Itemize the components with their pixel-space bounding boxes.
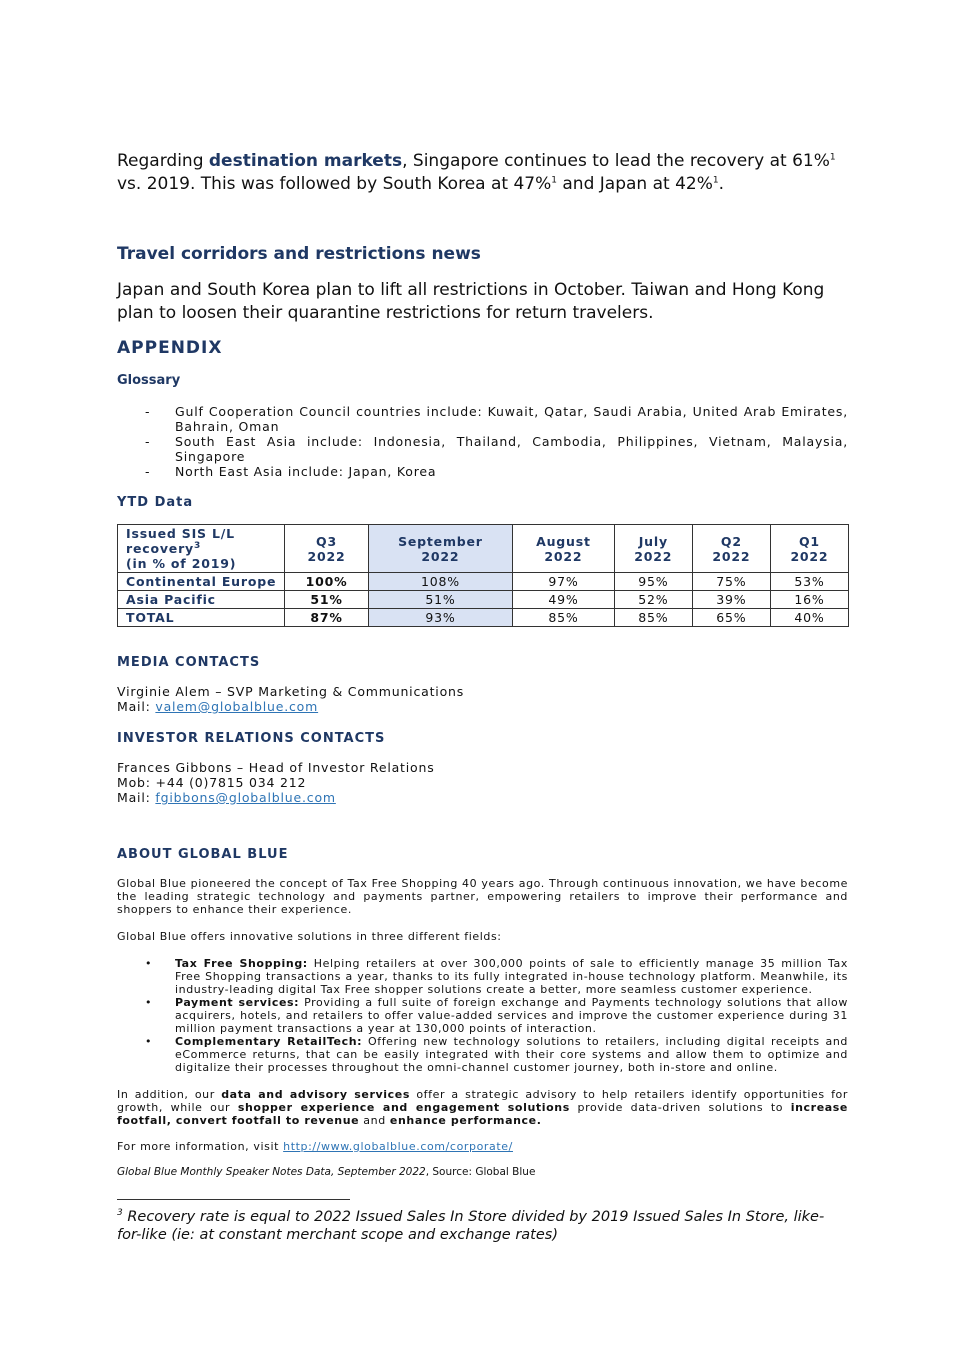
about-paragraph [117,1088,848,1127]
about-heading: ABOUT GLOBAL BLUE [117,847,289,862]
table-row [118,591,849,609]
more-info [117,1140,848,1153]
text: Tax Free Shopping: [175,957,308,970]
col-header [368,525,512,573]
footnote-divider [117,1199,350,1200]
text: provide data-driven solutions to [569,1101,791,1114]
media-contact [117,684,848,714]
footnote-ref: 1 [551,175,557,186]
text: data and advisory services [221,1088,410,1101]
list-item [117,996,848,1035]
table-header-row [118,525,849,573]
cell: 49% [513,591,615,609]
row-label: Continental Europe [118,573,285,591]
text: 2022 [634,548,673,564]
text: Recovery rate is equal to 2022 Issued Sales In Store divided by 2019 Issued Sales In Store, like-for-like (ie: at constant merchant scope and exchange rates) [117,1209,825,1243]
glossary-list [117,404,848,479]
col-header [285,525,368,573]
col-header [692,525,770,573]
cell: 93% [368,609,512,627]
text: increase footfall, convert footfall to revenue [117,1101,848,1127]
corner-header [118,525,285,573]
footnote-ref: 1 [829,152,836,163]
text: 2022 [712,548,751,564]
glossary-item: - South East Asia include: Indonesia, Thailand, Cambodia, Philippines, Vietnam, Malaysia, Singapore [117,434,848,464]
text: Q3 [316,533,337,549]
cell: 87% [285,609,368,627]
text: 2022 [421,548,460,564]
text: In addition, our [117,1088,222,1101]
text: enhance performance. [389,1114,542,1127]
text: Q1 [798,533,820,549]
footnote-ref: 3 [193,540,202,551]
text: September [398,533,483,549]
highlight-text: destination markets [208,151,403,171]
appendix-heading: APPENDIX [117,338,223,358]
ir-heading: INVESTOR RELATIONS CONTACTS [117,731,386,746]
text: Issued SIS L/L recovery [126,526,235,556]
text: . [718,174,725,194]
cell: 75% [692,573,770,591]
cell: 51% [368,591,512,609]
text: July [638,533,668,549]
ytd-table [117,524,849,627]
cell: 16% [770,591,848,609]
destination-markets-paragraph [117,150,848,196]
row-label: Asia Pacific [118,591,285,609]
footnote-number: 3 [117,1208,123,1219]
cell: 39% [692,591,770,609]
text: , Singapore continues to lead the recovery at 61% [402,151,830,171]
travel-text: Japan and South Korea plan to lift all restrictions in October. Taiwan and Hong Kong plan to loosen their quarantine restrictions for return travelers. [117,280,825,323]
col-header [513,525,615,573]
glossary-item: - Gulf Cooperation Council countries include: Kuwait, Qatar, Saudi Arabia, United Arab Emirates, Bahrain, Oman [117,404,848,434]
text: Helping retailers at over 300,000 points of sale to efficiently manage 35 million Tax Free Shopping transactions a year, thanks to its fully integrated in-house technology platform. Meanwhile, its industry-leading digital Tax Free shopper solutions create a better, more seamless customer experience. [175,957,849,996]
cell: 40% [770,609,848,627]
text: (in % of 2019) [126,556,237,571]
cell: 100% [285,573,368,591]
media-heading: MEDIA CONTACTS [117,655,261,670]
list-item [117,1035,848,1074]
cell: 97% [513,573,615,591]
cell: 53% [770,573,848,591]
row-label: TOTAL [118,609,285,627]
text: 2022 [307,548,346,564]
ir-email-link[interactable]: fgibbons@globalblue.com [155,790,336,805]
ir-contact [117,760,848,805]
corporate-link[interactable]: http://www.globalblue.com/corporate/ [283,1140,513,1153]
media-email-link[interactable]: valem@globalblue.com [155,699,319,714]
text: , Source: Global Blue [425,1166,536,1178]
text: offer a strategic advisory to help retailers identify opportunities for growth, while our [117,1088,848,1114]
glossary-item: - North East Asia include: Japan, Korea [117,464,848,479]
cell: 95% [614,573,692,591]
text: For more information, visit [117,1140,284,1153]
about-paragraph: Global Blue pioneered the concept of Tax Free Shopping 40 years ago. Through continuous innovation, we have become the leading strategic technology and payments partner, empowering retailers to improve their performance and shoppers to enhance their experience. [117,877,848,916]
list-item [117,957,848,996]
contact-phone: Mob: +44 (0)7815 034 212 [117,775,307,790]
text: Providing a full suite of foreign exchange and Payments technology solutions that allow acquirers, hotels, and retailers to offer value-added services and improve the customer experience during 31 million payment transactions a year at 130,000 points of interaction. [175,996,848,1035]
cell: 85% [513,609,615,627]
text: Offering new technology solutions to retailers, including digital receipts and eCommerce returns, that can be easily integrated with their core systems and allow them to optimize and digitalize their processes throughout the omni-channel customer journey, both in-store and online. [175,1035,849,1074]
table-row [118,609,849,627]
text: Complementary RetailTech: [175,1035,363,1048]
solutions-list [117,957,848,1074]
ytd-heading: YTD Data [117,495,194,510]
cell: 108% [368,573,512,591]
travel-heading: Travel corridors and restrictions news [117,244,481,264]
text: vs. 2019. This was followed by South Korea at 47% [117,174,552,194]
text: August [536,533,591,549]
text: Global Blue Monthly Speaker Notes Data, September 2022 [117,1166,426,1178]
text: shopper experience and engagement solutions [237,1101,570,1114]
text: and [359,1114,390,1127]
label: Mail: [117,699,156,714]
col-header [770,525,848,573]
text: Payment services: [175,996,300,1009]
label: Mail: [117,790,156,805]
contact-name: Virginie Alem – SVP Marketing & Communications [117,684,465,699]
text: 2022 [790,548,829,564]
footnote [117,1208,848,1244]
contact-name: Frances Gibbons – Head of Investor Relations [117,760,435,775]
col-header [614,525,692,573]
text: Q2 [720,533,742,549]
table-row [118,573,849,591]
about-paragraph: Global Blue offers innovative solutions in three different fields: [117,930,502,943]
glossary-heading: Glossary [117,373,181,388]
cell: 51% [285,591,368,609]
text: and Japan at 42% [556,174,713,194]
cell: 65% [692,609,770,627]
cell: 52% [614,591,692,609]
footnote-ref: 1 [712,175,719,186]
source-line [117,1166,848,1179]
text: Regarding [117,151,209,171]
text: 2022 [544,548,583,564]
cell: 85% [614,609,692,627]
